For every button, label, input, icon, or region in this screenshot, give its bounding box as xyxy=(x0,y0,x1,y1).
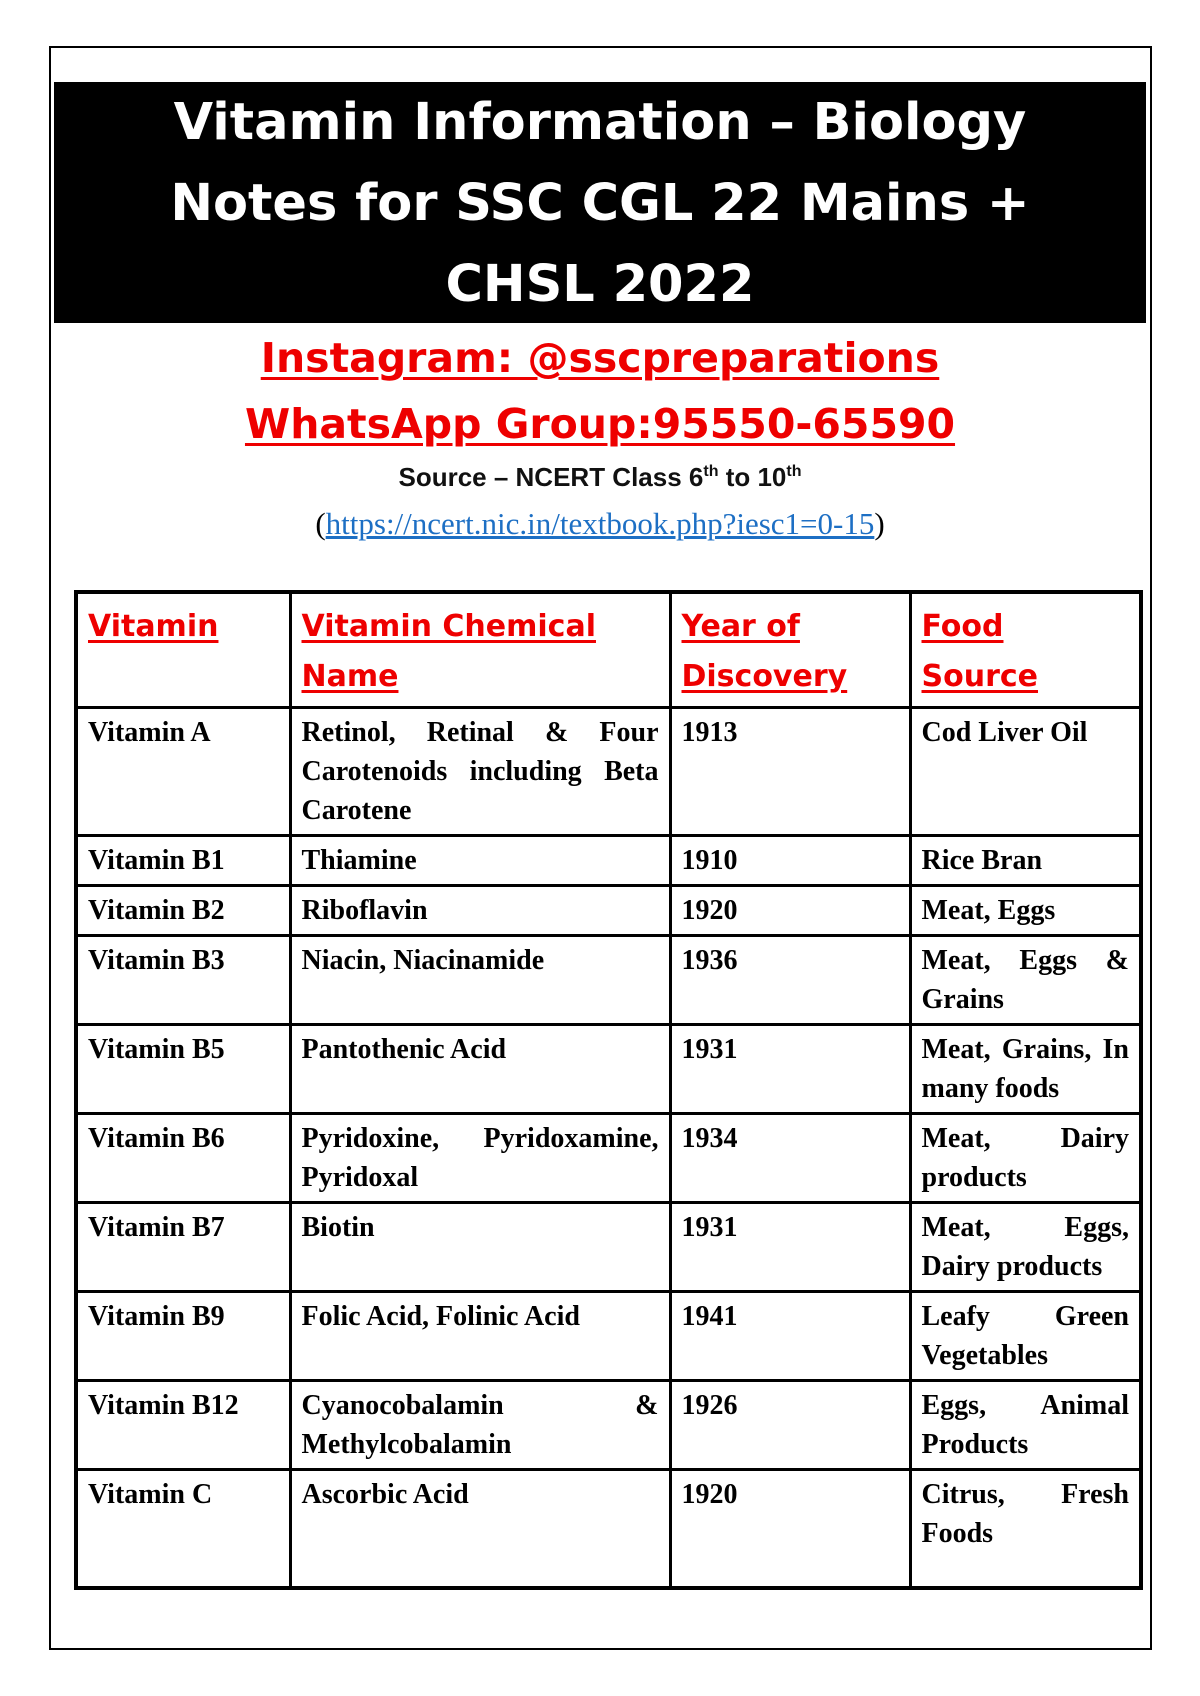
title-line-2: Notes for SSC CGL 22 Mains + xyxy=(170,174,1030,233)
cell-food-source: Meat, Eggs, Dairy products xyxy=(910,1203,1141,1292)
open-paren: ( xyxy=(315,506,326,541)
cell-food-source: Meat, Eggs & Grains xyxy=(910,936,1141,1025)
cell-vitamin: Vitamin B2 xyxy=(76,886,290,936)
cell-year: 1910 xyxy=(670,836,910,886)
close-paren: ) xyxy=(874,506,885,541)
vitamin-table xyxy=(74,590,1143,1590)
source-url-line xyxy=(0,506,1200,542)
cell-chemical-name: Riboflavin xyxy=(290,886,670,936)
cell-vitamin: Vitamin B5 xyxy=(76,1025,290,1114)
cell-vitamin: Vitamin A xyxy=(76,708,290,836)
cell-chemical-name: Ascorbic Acid xyxy=(290,1470,670,1588)
header-chemical-name: Vitamin Chemical Name xyxy=(290,592,670,708)
cell-vitamin: Vitamin B6 xyxy=(76,1114,290,1203)
cell-food-source: Meat, Grains, In many foods xyxy=(910,1025,1141,1114)
table-row xyxy=(76,886,1141,936)
source-prefix: Source – NCERT Class 6 xyxy=(398,462,704,492)
cell-chemical-name: Retinol, Retinal & Four Carotenoids including Beta Carotene xyxy=(290,708,670,836)
cell-chemical-name: Folic Acid, Folinic Acid xyxy=(290,1292,670,1381)
cell-vitamin: Vitamin B12 xyxy=(76,1381,290,1470)
cell-food-source: Eggs, Animal Products xyxy=(910,1381,1141,1470)
cell-chemical-name: Pyridoxine, Pyridoxamine, Pyridoxal xyxy=(290,1114,670,1203)
table-row xyxy=(76,1114,1141,1203)
cell-year: 1941 xyxy=(670,1292,910,1381)
source-sup-1: th xyxy=(703,463,719,480)
instagram-link[interactable]: Instagram: @sscpreparations xyxy=(260,334,940,382)
cell-food-source: Citrus, Fresh Foods xyxy=(910,1470,1141,1588)
cell-year: 1936 xyxy=(670,936,910,1025)
table-row xyxy=(76,1203,1141,1292)
cell-year: 1920 xyxy=(670,886,910,936)
header-vitamin: Vitamin xyxy=(76,592,290,708)
cell-food-source: Meat, Eggs xyxy=(910,886,1141,936)
title-banner xyxy=(54,82,1146,323)
cell-vitamin: Vitamin C xyxy=(76,1470,290,1588)
cell-vitamin: Vitamin B9 xyxy=(76,1292,290,1381)
title-line-1: Vitamin Information – Biology xyxy=(173,93,1027,152)
table-header-row xyxy=(76,592,1141,708)
cell-vitamin: Vitamin B1 xyxy=(76,836,290,886)
ncert-link[interactable]: https://ncert.nic.in/textbook.php?iesc1=0-15 xyxy=(325,506,875,541)
cell-year: 1931 xyxy=(670,1203,910,1292)
cell-food-source: Meat, Dairy products xyxy=(910,1114,1141,1203)
cell-food-source: Cod Liver Oil xyxy=(910,708,1141,836)
table-row xyxy=(76,1470,1141,1588)
cell-food-source: Leafy Green Vegetables xyxy=(910,1292,1141,1381)
whatsapp-link[interactable]: WhatsApp Group:95550-65590 xyxy=(244,400,956,448)
source-line xyxy=(0,462,1200,493)
source-sup-2: th xyxy=(786,463,802,480)
cell-year: 1931 xyxy=(670,1025,910,1114)
cell-vitamin: Vitamin B3 xyxy=(76,936,290,1025)
table-row xyxy=(76,936,1141,1025)
cell-vitamin: Vitamin B7 xyxy=(76,1203,290,1292)
table-row xyxy=(76,1025,1141,1114)
cell-year: 1934 xyxy=(670,1114,910,1203)
table-row xyxy=(76,1381,1141,1470)
cell-chemical-name: Cyanocobalamin & Methylcobalamin xyxy=(290,1381,670,1470)
cell-chemical-name: Pantothenic Acid xyxy=(290,1025,670,1114)
cell-year: 1913 xyxy=(670,708,910,836)
cell-year: 1920 xyxy=(670,1470,910,1588)
cell-chemical-name: Biotin xyxy=(290,1203,670,1292)
title-line-3: CHSL 2022 xyxy=(445,255,755,314)
header-food-source: Food Source xyxy=(910,592,1141,708)
table-row xyxy=(76,708,1141,836)
table-row xyxy=(76,1292,1141,1381)
cell-year: 1926 xyxy=(670,1381,910,1470)
table-row xyxy=(76,836,1141,886)
header-year: Year of Discovery xyxy=(670,592,910,708)
cell-chemical-name: Niacin, Niacinamide xyxy=(290,936,670,1025)
source-middle: to 10 xyxy=(718,462,787,492)
cell-food-source: Rice Bran xyxy=(910,836,1141,886)
cell-chemical-name: Thiamine xyxy=(290,836,670,886)
